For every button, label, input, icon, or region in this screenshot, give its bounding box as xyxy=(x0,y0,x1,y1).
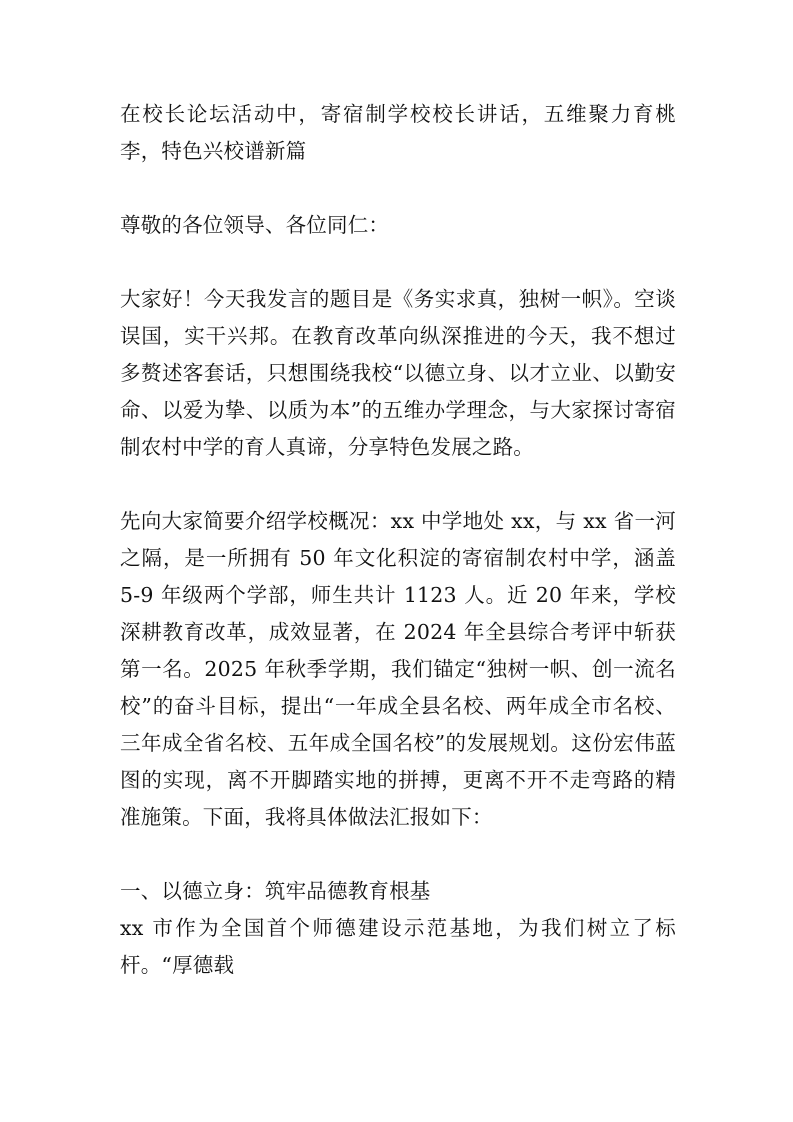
salutation: 尊敬的各位领导、各位同仁： xyxy=(120,213,390,237)
spacer xyxy=(120,170,676,207)
spacer xyxy=(120,244,676,281)
section-heading: 一、以德立身：筑牢品德教育根基 xyxy=(120,879,431,903)
paragraph-school-overview: 先向大家简要介绍学校概况：xx 中学地处 xx，与 xx 省一河之隔，是一所拥有 50 年文化积淀的寄宿制农村中学，涵盖 5-9 年级两个学部，师生共计 1123 人。近 20 年来，学校深耕教育改革，成效显著，在 2024 年全县综合考评中斩获第一名。2025 年秋季学期，我们锚定“独树一帜、创一流名校”的奋斗目标，提出“一年成全县名校、两年成全市名校、三年成全省名校、五年成全国名校”的发展规划。这份宏伟蓝图的实现，离不开脚踏实地的拼搏，更离不开不走弯路的精准施策。下面，我将具体做法汇报如下： xyxy=(120,509,676,829)
spacer xyxy=(120,466,676,503)
document-title: 在校长论坛活动中，寄宿制学校校长讲话，五维聚力育桃李，特色兴校谱新篇 xyxy=(120,102,676,163)
paragraph-greeting: 大家好！今天我发言的题目是《务实求真，独树一帜》。空谈误国，实干兴邦。在教育改革向纵深推进的今天，我不想过多赘述客套话，只想围绕我校“以德立身、以才立业、以勤安命、以爱为挚、以质为本”的五维办学理念，与大家探讨寄宿制农村中学的育人真谛，分享特色发展之路。 xyxy=(120,287,676,459)
section-text: xx 市作为全国首个师德建设示范基地，为我们树立了标杆。“厚德载 xyxy=(120,916,676,977)
document-page xyxy=(120,96,676,984)
spacer xyxy=(120,836,676,873)
